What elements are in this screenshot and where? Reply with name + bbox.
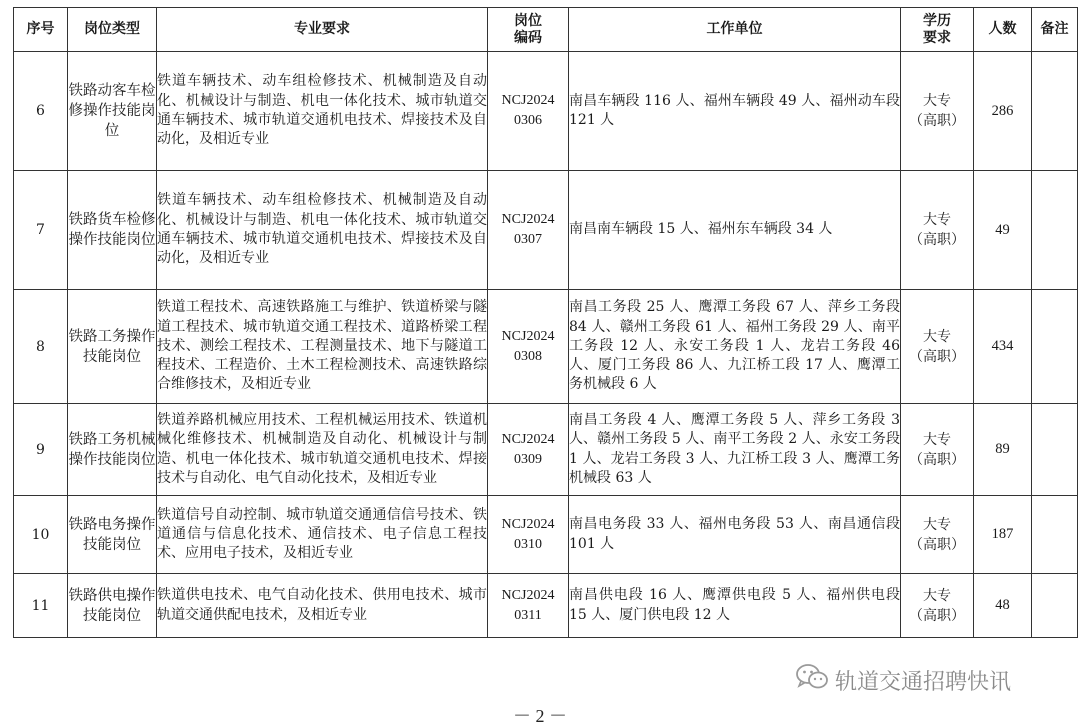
cell-edu-line1: 大专 xyxy=(923,431,951,448)
cell-edu-line2: （高职） xyxy=(909,232,965,248)
watermark-text: 轨道交通招聘快讯 xyxy=(835,669,1012,695)
cell-edu-line2: （高职） xyxy=(909,607,965,624)
table-row xyxy=(14,404,1078,496)
cell-edu-line2: （高职） xyxy=(909,451,965,468)
header-seq: 序号 xyxy=(14,8,68,52)
cell-major: 铁道信号自动控制、城市轨道交通通信信号技术、铁道通信与信息化技术、通信技术、电子信息工程技术、应用电子技术，及相近专业 xyxy=(157,496,488,574)
cell-code xyxy=(488,290,569,404)
cell-note xyxy=(1032,574,1078,638)
cell-count: 89 xyxy=(974,404,1032,496)
cell-count: 48 xyxy=(974,574,1032,638)
cell-edu-line2: （高职） xyxy=(909,113,965,129)
cell-major: 铁道供电技术、电气自动化技术、供用电技术、城市轨道交通供配电技术，及相近专业 xyxy=(157,574,488,638)
cell-unit: 南昌供电段 16 人、鹰潭供电段 5 人、福州供电段 15 人、厦门供电段 12 人 xyxy=(569,574,901,638)
cell-code-line2: 0310 xyxy=(514,536,542,552)
cell-code-line2: 0307 xyxy=(514,232,542,247)
cell-type: 铁路工务操作技能岗位 xyxy=(68,290,157,404)
cell-note xyxy=(1032,404,1078,496)
page-number: － 2 － xyxy=(513,706,567,726)
header-edu xyxy=(901,8,974,52)
header-note: 备注 xyxy=(1032,8,1078,52)
table-row xyxy=(14,171,1078,290)
cell-code xyxy=(488,496,569,574)
table-row xyxy=(14,52,1078,171)
header-type: 岗位类型 xyxy=(68,8,157,52)
cell-count: 187 xyxy=(974,496,1032,574)
header-code-line2: 编码 xyxy=(514,29,542,46)
cell-unit: 南昌工务段 25 人、鹰潭工务段 67 人、萍乡工务段 84 人、赣州工务段 61 人、福州工务段 29 人、南平工务段 12 人、永安工务段 1 人、龙岩工务段 46 人、厦门工务段 86 人、九江桥工段 17 人、鹰潭工务机械段 6 人 xyxy=(569,290,901,404)
cell-code xyxy=(488,171,569,290)
cell-count: 286 xyxy=(974,52,1032,171)
cell-code xyxy=(488,574,569,638)
cell-seq: 11 xyxy=(14,574,68,638)
cell-code-line1: NCJ2024 xyxy=(501,328,555,344)
cell-note xyxy=(1032,171,1078,290)
cell-edu-line1: 大专 xyxy=(923,516,951,533)
cell-code-line2: 0309 xyxy=(514,451,542,467)
cell-note xyxy=(1032,290,1078,404)
cell-code-line1: NCJ2024 xyxy=(501,212,555,227)
cell-unit: 南昌南车辆段 15 人、福州东车辆段 34 人 xyxy=(569,171,901,290)
cell-code-line1: NCJ2024 xyxy=(501,93,555,108)
wechat-icon xyxy=(795,663,829,697)
header-edu-line1: 学历 xyxy=(923,12,951,29)
cell-edu xyxy=(901,52,974,171)
cell-edu-line1: 大专 xyxy=(923,93,951,109)
cell-seq: 10 xyxy=(14,496,68,574)
cell-edu-line1: 大专 xyxy=(923,328,951,345)
cell-edu xyxy=(901,171,974,290)
cell-code-line1: NCJ2024 xyxy=(501,587,555,603)
cell-unit: 南昌电务段 33 人、福州电务段 53 人、南昌通信段 101 人 xyxy=(569,496,901,574)
cell-note xyxy=(1032,52,1078,171)
header-row xyxy=(14,8,1078,52)
header-unit: 工作单位 xyxy=(569,8,901,52)
cell-seq: 9 xyxy=(14,404,68,496)
cell-edu-line2: （高职） xyxy=(909,536,965,553)
recruitment-table xyxy=(13,7,1078,638)
cell-code-line2: 0306 xyxy=(514,113,542,128)
cell-count: 434 xyxy=(974,290,1032,404)
cell-code xyxy=(488,52,569,171)
cell-edu xyxy=(901,574,974,638)
cell-edu-line2: （高职） xyxy=(909,348,965,365)
cell-type: 铁路动客车检修操作技能岗位 xyxy=(68,52,157,171)
cell-count: 49 xyxy=(974,171,1032,290)
cell-code-line1: NCJ2024 xyxy=(501,516,555,532)
cell-code-line2: 0311 xyxy=(514,607,542,623)
cell-edu xyxy=(901,404,974,496)
cell-type: 铁路工务机械操作技能岗位 xyxy=(68,404,157,496)
table-row xyxy=(14,290,1078,404)
cell-unit: 南昌工务段 4 人、鹰潭工务段 5 人、萍乡工务段 3 人、赣州工务段 5 人、南平工务段 2 人、永安工务段 1 人、龙岩工务段 3 人、九江桥工段 3 人、鹰潭工务机械段 63 人 xyxy=(569,404,901,496)
header-major: 专业要求 xyxy=(157,8,488,52)
cell-edu-line1: 大专 xyxy=(923,212,951,228)
header-code xyxy=(488,8,569,52)
header-edu-line2: 要求 xyxy=(923,29,951,46)
cell-note xyxy=(1032,496,1078,574)
cell-seq: 7 xyxy=(14,171,68,290)
cell-edu xyxy=(901,496,974,574)
cell-type: 铁路电务操作技能岗位 xyxy=(68,496,157,574)
cell-edu-line1: 大专 xyxy=(923,587,951,604)
header-code-line1: 岗位 xyxy=(514,12,542,29)
cell-major: 铁道养路机械应用技术、工程机械运用技术、铁道机械化维修技术、机械制造及自动化、机械设计与制造、机电一体化技术、城市轨道交通机电技术、焊接技术与自动化、电气自动化技术，及相近专业 xyxy=(157,404,488,496)
header-count: 人数 xyxy=(974,8,1032,52)
cell-code-line1: NCJ2024 xyxy=(501,431,555,447)
cell-major: 铁道车辆技术、动车组检修技术、机械制造及自动化、机械设计与制造、机电一体化技术、城市轨道交通车辆技术、城市轨道交通机电技术、焊接技术及自动化，及相近专业 xyxy=(157,52,488,171)
cell-major: 铁道工程技术、高速铁路施工与维护、铁道桥梁与隧道工程技术、城市轨道交通工程技术、道路桥梁工程技术、测绘工程技术、工程测量技术、地下与隧道工程技术、工程造价、土木工程检测技术、高速铁路综合维修技术，及相近专业 xyxy=(157,290,488,404)
cell-edu xyxy=(901,290,974,404)
table-row xyxy=(14,574,1078,638)
watermark xyxy=(795,663,1011,697)
cell-code xyxy=(488,404,569,496)
cell-type: 铁路供电操作技能岗位 xyxy=(68,574,157,638)
cell-seq: 8 xyxy=(14,290,68,404)
cell-unit: 南昌车辆段 116 人、福州车辆段 49 人、福州动车段 121 人 xyxy=(569,52,901,171)
table-row xyxy=(14,496,1078,574)
cell-code-line2: 0308 xyxy=(514,348,542,364)
cell-major: 铁道车辆技术、动车组检修技术、机械制造及自动化、机械设计与制造、机电一体化技术、城市轨道交通车辆技术、城市轨道交通机电技术、焊接技术及自动化，及相近专业 xyxy=(157,171,488,290)
cell-type: 铁路货车检修操作技能岗位 xyxy=(68,171,157,290)
cell-seq: 6 xyxy=(14,52,68,171)
